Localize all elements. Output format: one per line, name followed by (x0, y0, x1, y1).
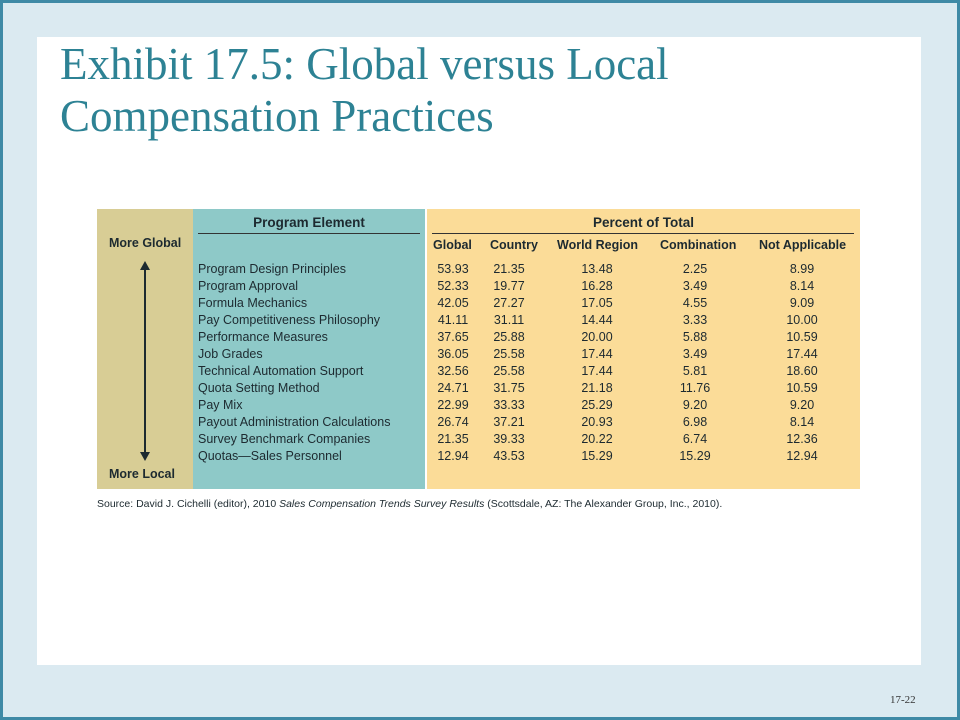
percent-cell: 53.93 (437, 262, 469, 276)
percent-cell: 43.53 (493, 449, 525, 463)
source-suffix: (Scottsdale, AZ: The Alexander Group, Inc., 2010). (484, 498, 723, 510)
percent-cell: 16.28 (581, 279, 613, 293)
percent-cell: 27.27 (493, 296, 525, 310)
more-local-label: More Local (109, 467, 175, 481)
percent-cell: 6.74 (682, 432, 708, 446)
percent-cell: 20.22 (581, 432, 613, 446)
percent-cell: 8.99 (789, 262, 815, 276)
table-row (97, 381, 860, 398)
percent-cell: 12.94 (437, 449, 469, 463)
program-element-cell: Program Approval (198, 279, 299, 293)
table-row (97, 313, 860, 330)
percent-cell: 9.20 (789, 398, 815, 412)
percent-cell: 26.74 (437, 415, 469, 429)
percent-cell: 42.05 (437, 296, 469, 310)
percent-cell: 25.58 (493, 347, 525, 361)
percent-cell: 20.93 (581, 415, 613, 429)
percent-cell: 8.14 (789, 279, 815, 293)
table-row (97, 432, 860, 449)
percent-cell: 21.35 (493, 262, 525, 276)
percent-cell: 3.49 (682, 347, 708, 361)
program-element-cell: Pay Mix (198, 398, 243, 412)
percent-cell: 10.00 (786, 313, 818, 327)
percent-cell: 41.11 (437, 313, 469, 327)
column-header-combination: Combination (660, 238, 737, 252)
percent-cell: 17.44 (581, 364, 613, 378)
exhibit-table (97, 209, 860, 489)
percent-cell: 21.18 (581, 381, 613, 395)
percent-cell: 2.25 (682, 262, 708, 276)
table-row (97, 279, 860, 296)
percent-cell: 5.81 (682, 364, 708, 378)
slide-title: Exhibit 17.5: Global versus Local Compensation Practices (60, 39, 669, 141)
percent-cell: 3.49 (682, 279, 708, 293)
program-element-cell: Program Design Principles (198, 262, 346, 276)
percent-cell: 12.36 (786, 432, 818, 446)
percent-cell: 13.48 (581, 262, 613, 276)
program-element-header: Program Element (253, 215, 365, 230)
column-header-world-region: World Region (557, 238, 639, 252)
percent-cell: 4.55 (682, 296, 708, 310)
table-row (97, 415, 860, 432)
table-row (97, 449, 860, 466)
percent-cell: 24.71 (437, 381, 469, 395)
header-rule (432, 233, 854, 234)
percent-cell: 12.94 (786, 449, 818, 463)
percent-cell: 25.58 (493, 364, 525, 378)
percent-cell: 18.60 (786, 364, 818, 378)
percent-cell: 20.00 (581, 330, 613, 344)
table-row (97, 330, 860, 347)
program-element-cell: Performance Measures (198, 330, 328, 344)
percent-cell: 32.56 (437, 364, 469, 378)
percent-cell: 37.21 (493, 415, 525, 429)
percent-cell: 33.33 (493, 398, 525, 412)
percent-cell: 14.44 (581, 313, 613, 327)
more-global-label: More Global (109, 236, 182, 250)
percent-cell: 3.33 (682, 313, 708, 327)
program-element-cell: Job Grades (198, 347, 263, 361)
table-row (97, 262, 860, 279)
program-element-cell: Formula Mechanics (198, 296, 308, 310)
percent-cell: 39.33 (493, 432, 525, 446)
percent-cell: 31.11 (493, 313, 525, 327)
percent-cell: 11.76 (679, 381, 711, 395)
percent-cell: 21.35 (437, 432, 469, 446)
program-element-cell: Technical Automation Support (198, 364, 364, 378)
program-element-cell: Quota Setting Method (198, 381, 320, 395)
table-row (97, 398, 860, 415)
percent-cell: 17.05 (581, 296, 613, 310)
program-element-cell: Pay Competitiveness Philosophy (198, 313, 381, 327)
column-header-global: Global (433, 238, 472, 252)
percent-cell: 9.20 (682, 398, 708, 412)
table-row (97, 364, 860, 381)
percent-cell: 19.77 (493, 279, 525, 293)
header-rule (198, 233, 420, 234)
percent-cell: 15.29 (581, 449, 613, 463)
percent-cell: 36.05 (437, 347, 469, 361)
percent-cell: 31.75 (493, 381, 525, 395)
page-number: 17-22 (890, 694, 916, 706)
percent-cell: 5.88 (682, 330, 708, 344)
percent-cell: 6.98 (682, 415, 708, 429)
percent-cell: 8.14 (789, 415, 815, 429)
percent-cell: 22.99 (437, 398, 469, 412)
percent-cell: 25.29 (581, 398, 613, 412)
percent-cell: 17.44 (581, 347, 613, 361)
percent-cell: 52.33 (437, 279, 469, 293)
program-element-cell: Survey Benchmark Companies (198, 432, 371, 446)
program-element-cell: Payout Administration Calculations (198, 415, 391, 429)
percent-cell: 15.29 (679, 449, 711, 463)
program-element-cell: Quotas—Sales Personnel (198, 449, 342, 463)
source-prefix: Source: David J. Cichelli (editor), 2010 (97, 498, 280, 510)
column-header-not-applicable: Not Applicable (759, 238, 847, 252)
source-note (97, 498, 722, 510)
percent-cell: 10.59 (786, 330, 818, 344)
column-header-country: Country (490, 238, 538, 252)
percent-of-total-header: Percent of Total (592, 215, 694, 230)
percent-cell: 9.09 (789, 296, 815, 310)
table-row (97, 347, 860, 364)
percent-cell: 25.88 (493, 330, 525, 344)
percent-cell: 17.44 (786, 347, 818, 361)
percent-cell: 37.65 (437, 330, 469, 344)
source-title: Sales Compensation Trends Survey Results (279, 498, 485, 510)
percent-cell: 10.59 (786, 381, 818, 395)
table-row (97, 296, 860, 313)
